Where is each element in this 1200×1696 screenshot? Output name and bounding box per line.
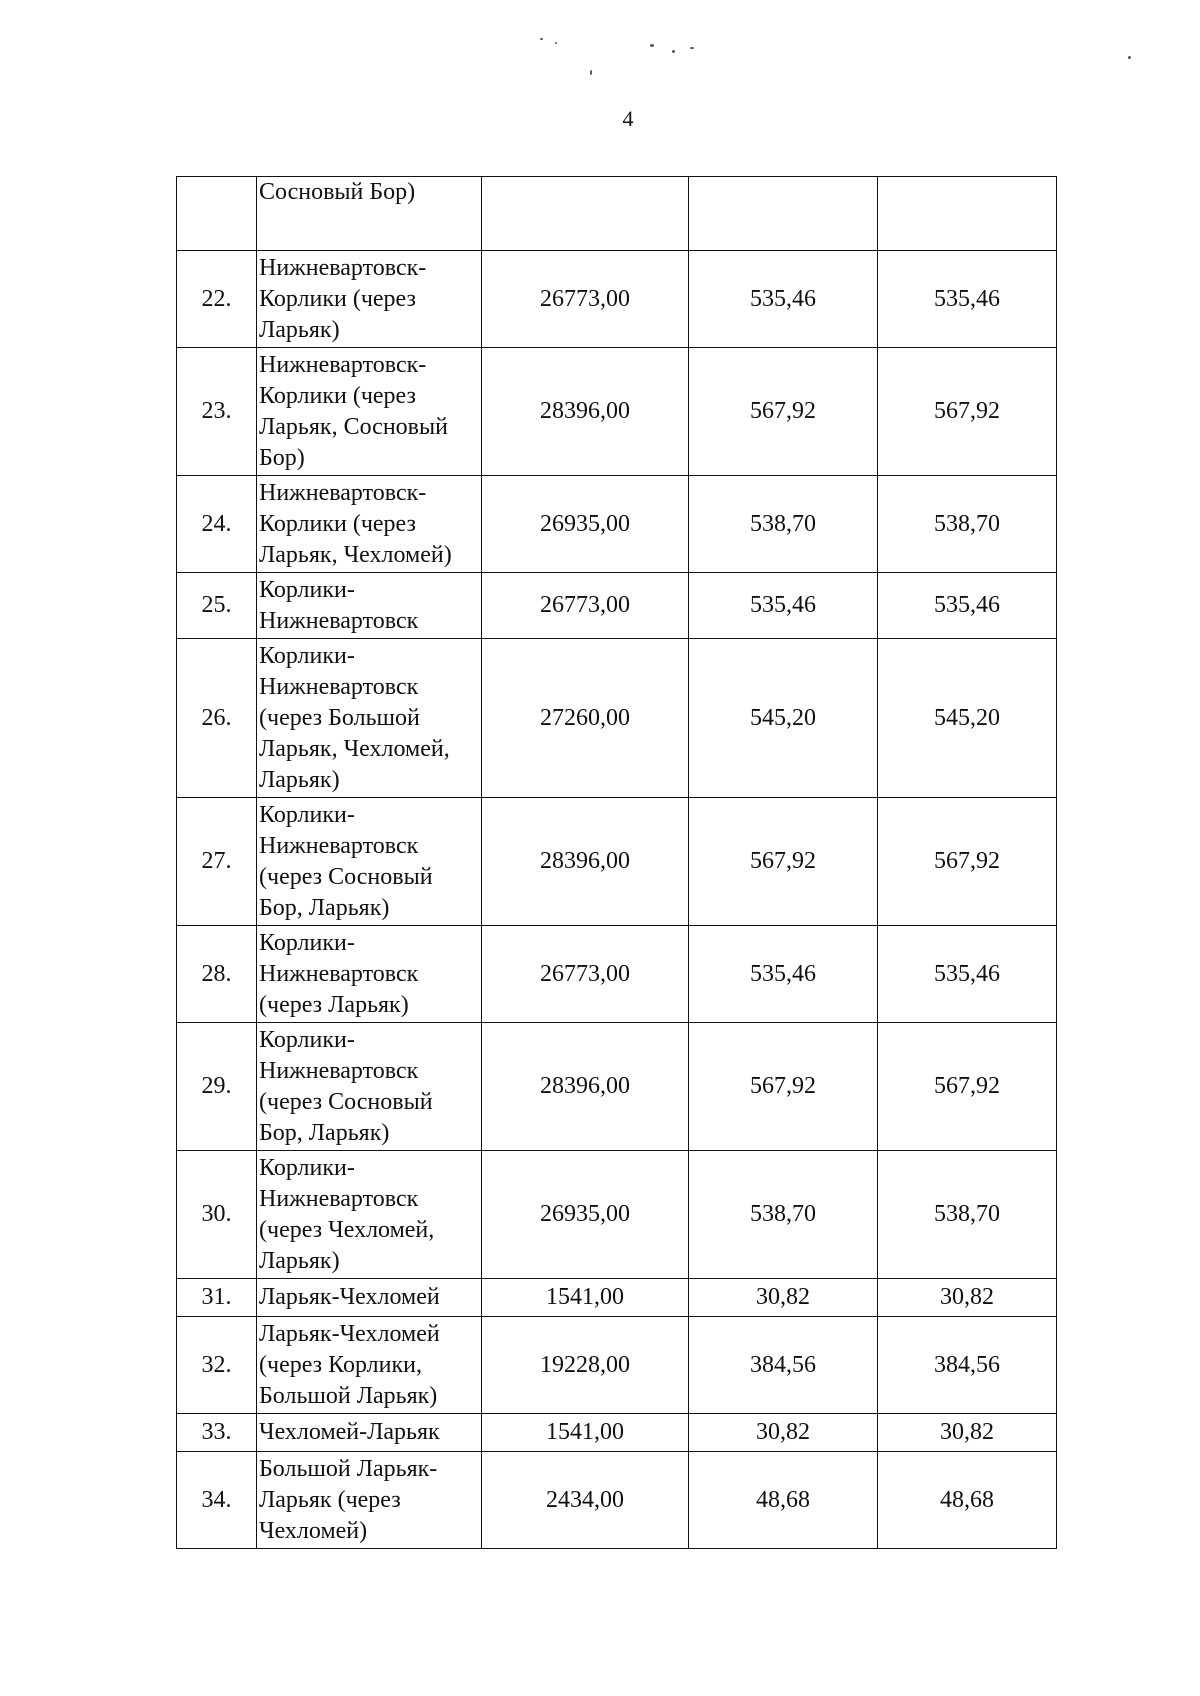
route-name-line: Нижневартовск bbox=[259, 832, 419, 859]
table-row bbox=[177, 1151, 1057, 1279]
route-name bbox=[257, 798, 482, 926]
page-number: 4 bbox=[622, 106, 634, 131]
value-col-4: 30,82 bbox=[689, 1414, 878, 1452]
route-name bbox=[257, 639, 482, 798]
value-col-5: 567,92 bbox=[878, 1023, 1057, 1151]
route-name-line: Нижневартовск bbox=[259, 607, 419, 634]
route-cost: 28396,00 bbox=[482, 1023, 689, 1151]
row-number: 32. bbox=[177, 1317, 257, 1414]
table-row bbox=[177, 798, 1057, 926]
table-row bbox=[177, 1317, 1057, 1414]
route-name bbox=[257, 476, 482, 573]
value-col-5: 30,82 bbox=[878, 1414, 1057, 1452]
value-col-4: 30,82 bbox=[689, 1279, 878, 1317]
routes-table-body bbox=[177, 177, 1057, 1549]
routes-table bbox=[176, 176, 1057, 1549]
scan-speck bbox=[555, 42, 557, 44]
route-name-line: (через Чехломей, bbox=[259, 1216, 435, 1243]
table-row bbox=[177, 1452, 1057, 1549]
value-col-5: 538,70 bbox=[878, 1151, 1057, 1279]
value-col-5: 535,46 bbox=[878, 573, 1057, 639]
route-name bbox=[257, 251, 482, 348]
value-col-5: 48,68 bbox=[878, 1452, 1057, 1549]
value-col-4 bbox=[689, 177, 878, 251]
value-col-4: 48,68 bbox=[689, 1452, 878, 1549]
value-col-5: 545,20 bbox=[878, 639, 1057, 798]
row-number bbox=[177, 177, 257, 251]
row-number: 22. bbox=[177, 251, 257, 348]
route-cost: 19228,00 bbox=[482, 1317, 689, 1414]
route-cost: 1541,00 bbox=[482, 1279, 689, 1317]
route-name-line: Нижневартовск- bbox=[259, 479, 427, 506]
route-name bbox=[257, 1414, 482, 1452]
value-col-4: 535,46 bbox=[689, 573, 878, 639]
scan-speck bbox=[540, 38, 543, 40]
route-cost: 28396,00 bbox=[482, 798, 689, 926]
row-number: 25. bbox=[177, 573, 257, 639]
value-col-5: 384,56 bbox=[878, 1317, 1057, 1414]
route-name-line: Ларьяк (через bbox=[259, 1486, 401, 1513]
route-cost: 28396,00 bbox=[482, 348, 689, 476]
table-row bbox=[177, 639, 1057, 798]
route-cost bbox=[482, 177, 689, 251]
row-number: 31. bbox=[177, 1279, 257, 1317]
route-name-line: Ларьяк) bbox=[259, 1247, 340, 1274]
route-name-line: Нижневартовск bbox=[259, 1185, 419, 1212]
route-name-line: Корлики (через bbox=[259, 285, 416, 312]
route-name-line: Ларьяк) bbox=[259, 766, 340, 793]
value-col-5: 535,46 bbox=[878, 251, 1057, 348]
value-col-4: 538,70 bbox=[689, 1151, 878, 1279]
value-col-4: 535,46 bbox=[689, 251, 878, 348]
value-col-4: 538,70 bbox=[689, 476, 878, 573]
value-col-5: 567,92 bbox=[878, 798, 1057, 926]
route-name-line: Бор) bbox=[259, 444, 305, 471]
route-name-line: Бор, Ларьяк) bbox=[259, 1119, 390, 1146]
value-col-5 bbox=[878, 177, 1057, 251]
value-col-5: 567,92 bbox=[878, 348, 1057, 476]
route-name bbox=[257, 177, 482, 251]
value-col-5: 538,70 bbox=[878, 476, 1057, 573]
row-number: 33. bbox=[177, 1414, 257, 1452]
row-number: 34. bbox=[177, 1452, 257, 1549]
table-row bbox=[177, 177, 1057, 251]
route-name-line: Корлики (через bbox=[259, 382, 416, 409]
route-name bbox=[257, 573, 482, 639]
route-name-line: Ларьяк-Чехломей bbox=[259, 1284, 440, 1310]
route-name-line: Большой Ларьяк) bbox=[259, 1382, 438, 1409]
route-name bbox=[257, 348, 482, 476]
route-name bbox=[257, 1279, 482, 1317]
table-row bbox=[177, 1279, 1057, 1317]
table-row bbox=[177, 476, 1057, 573]
route-name-line: (через Большой bbox=[259, 704, 420, 731]
route-name-line: Сосновый Бор) bbox=[259, 179, 416, 205]
table-row bbox=[177, 1414, 1057, 1452]
value-col-4: 567,92 bbox=[689, 798, 878, 926]
route-cost: 26773,00 bbox=[482, 926, 689, 1023]
scan-speck bbox=[1128, 56, 1131, 59]
route-name-line: Корлики- bbox=[259, 801, 355, 828]
row-number: 26. bbox=[177, 639, 257, 798]
route-name-line: Ларьяк) bbox=[259, 316, 340, 343]
route-name-line: (через Сосновый bbox=[259, 1088, 433, 1115]
row-number: 24. bbox=[177, 476, 257, 573]
scan-speck bbox=[690, 47, 694, 49]
table-row bbox=[177, 573, 1057, 639]
table-row bbox=[177, 251, 1057, 348]
route-cost: 1541,00 bbox=[482, 1414, 689, 1452]
route-cost: 26773,00 bbox=[482, 251, 689, 348]
route-name-line: Ларьяк, Чехломей, bbox=[259, 735, 450, 762]
route-name-line: Корлики- bbox=[259, 929, 355, 956]
route-name-line: Ларьяк, Чехломей) bbox=[259, 541, 452, 568]
value-col-4: 384,56 bbox=[689, 1317, 878, 1414]
route-name-line: Корлики (через bbox=[259, 510, 416, 537]
route-name bbox=[257, 1317, 482, 1414]
route-name-line: (через Сосновый bbox=[259, 863, 433, 890]
route-name-line: Корлики- bbox=[259, 642, 355, 669]
route-name-line: Чехломей) bbox=[259, 1517, 368, 1544]
route-name-line: Бор, Ларьяк) bbox=[259, 894, 390, 921]
row-number: 28. bbox=[177, 926, 257, 1023]
value-col-4: 567,92 bbox=[689, 348, 878, 476]
route-name-line: Чехломей-Ларьяк bbox=[259, 1419, 440, 1445]
route-name-line: (через Корлики, bbox=[259, 1351, 422, 1378]
route-cost: 26935,00 bbox=[482, 1151, 689, 1279]
route-name-line: Нижневартовск bbox=[259, 673, 419, 700]
value-col-4: 545,20 bbox=[689, 639, 878, 798]
scan-speck bbox=[590, 70, 592, 75]
scan-speck bbox=[650, 44, 654, 47]
scan-speck bbox=[672, 50, 675, 53]
route-name-line: Корлики- bbox=[259, 576, 355, 603]
route-name-line: Корлики- bbox=[259, 1154, 355, 1181]
route-name bbox=[257, 1452, 482, 1549]
value-col-4: 567,92 bbox=[689, 1023, 878, 1151]
route-cost: 2434,00 bbox=[482, 1452, 689, 1549]
route-name-line: Большой Ларьяк- bbox=[259, 1455, 438, 1482]
route-name-line: Корлики- bbox=[259, 1026, 355, 1053]
route-name-line: Нижневартовск- bbox=[259, 254, 427, 281]
route-cost: 26935,00 bbox=[482, 476, 689, 573]
route-cost: 26773,00 bbox=[482, 573, 689, 639]
route-name bbox=[257, 1151, 482, 1279]
value-col-5: 535,46 bbox=[878, 926, 1057, 1023]
route-name-line: Ларьяк-Чехломей bbox=[259, 1320, 440, 1347]
table-row bbox=[177, 926, 1057, 1023]
route-name-line: Ларьяк, Сосновый bbox=[259, 413, 448, 440]
table-row bbox=[177, 348, 1057, 476]
row-number: 30. bbox=[177, 1151, 257, 1279]
value-col-4: 535,46 bbox=[689, 926, 878, 1023]
row-number: 23. bbox=[177, 348, 257, 476]
row-number: 27. bbox=[177, 798, 257, 926]
value-col-5: 30,82 bbox=[878, 1279, 1057, 1317]
route-name-line: Нижневартовск bbox=[259, 1057, 419, 1084]
route-name bbox=[257, 926, 482, 1023]
route-name-line: Нижневартовск bbox=[259, 960, 419, 987]
route-name-line: (через Ларьяк) bbox=[259, 991, 409, 1018]
route-name-line: Нижневартовск- bbox=[259, 351, 427, 378]
route-name bbox=[257, 1023, 482, 1151]
row-number: 29. bbox=[177, 1023, 257, 1151]
table-row bbox=[177, 1023, 1057, 1151]
route-cost: 27260,00 bbox=[482, 639, 689, 798]
